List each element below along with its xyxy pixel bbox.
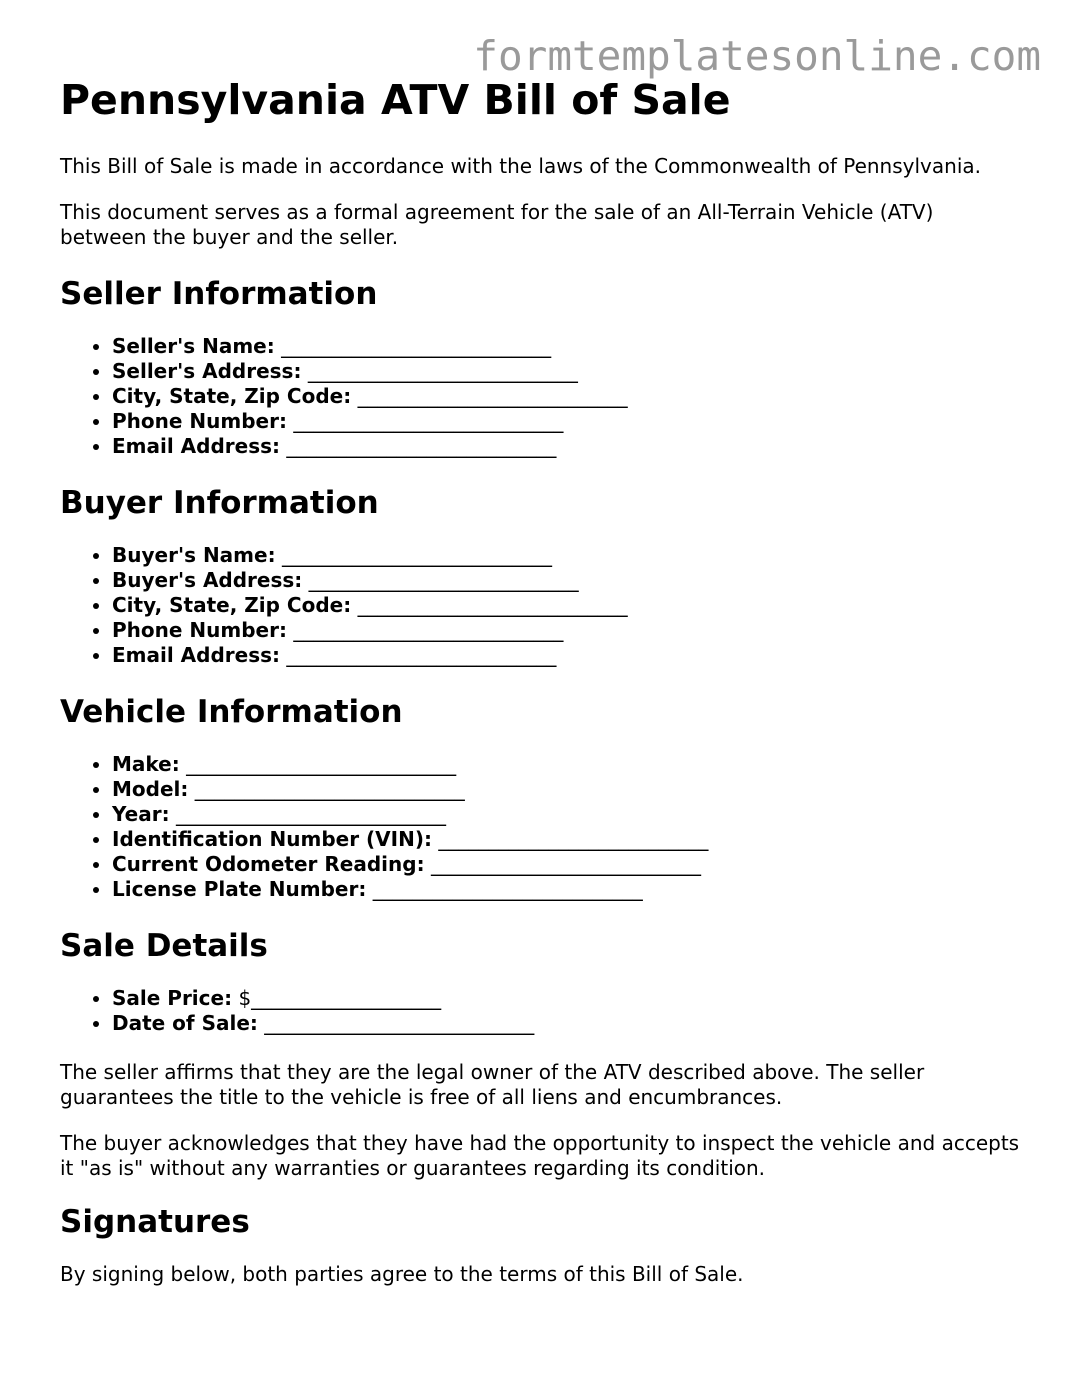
- field-label: Year:: [112, 802, 170, 826]
- vehicle-odometer-field: [112, 852, 1020, 877]
- buyer-acknowledgement: The buyer acknowledges that they have had the opportunity to inspect the vehicle and accepts it "as is" without any warranties or guarantees regarding its condition.: [60, 1131, 1020, 1180]
- field-blank[interactable]: ___________________________: [357, 593, 628, 617]
- seller-affirmation: The seller affirms that they are the legal owner of the ATV described above. The seller guarantees the title to the vehicle is free of all liens and encumbrances.: [60, 1060, 925, 1109]
- seller-field-list: [60, 334, 1020, 459]
- field-label: Sale Price:: [112, 986, 233, 1010]
- field-label: Date of Sale:: [112, 1011, 258, 1035]
- signatures-text: By signing below, both parties agree to the terms of this Bill of Sale.: [60, 1262, 744, 1286]
- field-label: Model:: [112, 777, 189, 801]
- field-label: Email Address:: [112, 434, 281, 458]
- intro-paragraph-law: This Bill of Sale is made in accordance with the laws of the Commonwealth of Pennsylvania.: [60, 154, 981, 178]
- field-label: Identification Number (VIN):: [112, 827, 432, 851]
- field-label: Buyer's Name:: [112, 543, 276, 567]
- field-label: Current Odometer Reading:: [112, 852, 425, 876]
- sale-field-list: [60, 986, 1020, 1036]
- watermark: formtemplatesonline.com: [473, 32, 1041, 80]
- seller-city-state-zip-field: [112, 384, 1020, 409]
- field-label: City, State, Zip Code:: [112, 593, 352, 617]
- field-label: Phone Number:: [112, 409, 287, 433]
- field-blank[interactable]: ___________________________: [186, 752, 457, 776]
- sale-date-field: [112, 1011, 1020, 1036]
- document-title: Pennsylvania ATV Bill of Sale: [60, 76, 731, 124]
- vehicle-plate-field: [112, 877, 1020, 902]
- buyer-city-state-zip-field: [112, 593, 1020, 618]
- buyer-address-field: [112, 568, 1020, 593]
- vehicle-vin-field: [112, 827, 1020, 852]
- field-blank[interactable]: ___________________________: [438, 827, 709, 851]
- buyer-phone-field: [112, 618, 1020, 643]
- field-blank[interactable]: ___________________________: [308, 568, 579, 592]
- field-blank[interactable]: ___________________________: [430, 852, 701, 876]
- field-blank[interactable]: ___________________________: [293, 618, 564, 642]
- field-blank[interactable]: ___________________________: [293, 409, 564, 433]
- signatures-heading: Signatures: [60, 1204, 250, 1240]
- field-label: Phone Number:: [112, 618, 287, 642]
- sale-price-field: [112, 986, 1020, 1011]
- vehicle-field-list: [60, 752, 1020, 902]
- document-page: [60, 74, 1020, 1308]
- field-blank[interactable]: ___________________________: [372, 877, 643, 901]
- vehicle-heading: Vehicle Information: [60, 694, 403, 730]
- field-blank[interactable]: ___________________________: [194, 777, 465, 801]
- field-label: Make:: [112, 752, 180, 776]
- seller-email-field: [112, 434, 1020, 459]
- field-label: Email Address:: [112, 643, 281, 667]
- buyer-field-list: [60, 543, 1020, 668]
- field-label: City, State, Zip Code:: [112, 384, 352, 408]
- field-blank[interactable]: ___________________________: [307, 359, 578, 383]
- seller-heading: Seller Information: [60, 276, 378, 312]
- field-label: Buyer's Address:: [112, 568, 303, 592]
- vehicle-year-field: [112, 802, 1020, 827]
- field-label: Seller's Address:: [112, 359, 302, 383]
- field-blank[interactable]: ___________________________: [281, 543, 552, 567]
- buyer-heading: Buyer Information: [60, 485, 379, 521]
- vehicle-make-field: [112, 752, 1020, 777]
- seller-phone-field: [112, 409, 1020, 434]
- field-label: License Plate Number:: [112, 877, 367, 901]
- field-blank[interactable]: ___________________________: [281, 334, 552, 358]
- buyer-email-field: [112, 643, 1020, 668]
- field-blank[interactable]: ___________________________: [175, 802, 446, 826]
- sale-heading: Sale Details: [60, 928, 268, 964]
- field-blank[interactable]: ___________________________: [264, 1011, 535, 1035]
- intro-paragraph-purpose: This document serves as a formal agreement for the sale of an All-Terrain Vehicle (ATV) between the buyer and the seller.: [60, 200, 934, 249]
- field-blank[interactable]: $___________________: [238, 986, 442, 1010]
- field-label: Seller's Name:: [112, 334, 275, 358]
- seller-address-field: [112, 359, 1020, 384]
- buyer-name-field: [112, 543, 1020, 568]
- vehicle-model-field: [112, 777, 1020, 802]
- field-blank[interactable]: ___________________________: [357, 384, 628, 408]
- field-blank[interactable]: ___________________________: [286, 434, 557, 458]
- seller-name-field: [112, 334, 1020, 359]
- field-blank[interactable]: ___________________________: [286, 643, 557, 667]
